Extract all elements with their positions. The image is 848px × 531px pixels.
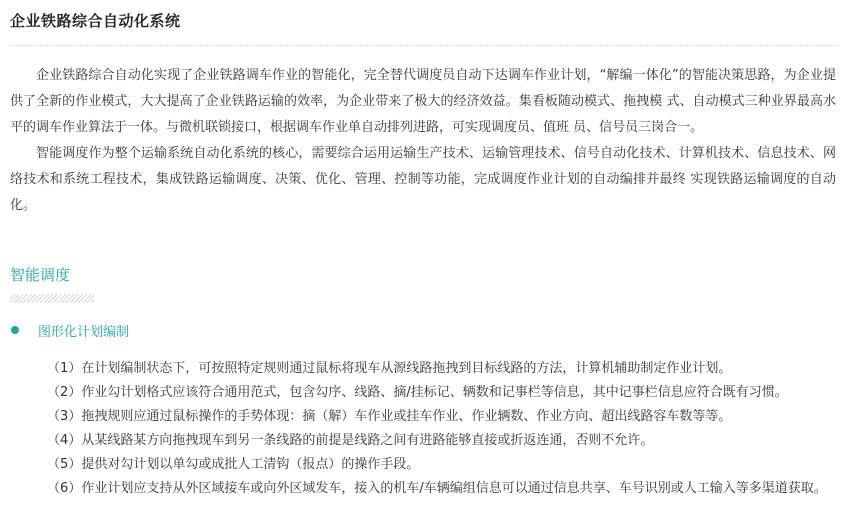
title-divider bbox=[10, 45, 838, 46]
section-heading: 智能调度 bbox=[10, 266, 71, 284]
subsection-title bbox=[10, 320, 129, 340]
heading-underline-decoration bbox=[10, 294, 94, 303]
list-item: （3）拖拽规则应通过鼠标操作的手势体现：摘（解）车作业或挂车作业、作业辆数、作业方向、超出线路容车数等等。 bbox=[47, 409, 732, 424]
intro-paragraph: 企业铁路综合自动化实现了企业铁路调车作业的智能化，完全替代调度员自动下达调车作业计划，“解编一体化”的智能决策思路，为企业提供了全新的作业模式，大大提高了企业铁路运输的效率，为企业带来了极大的经济效益。集看板随动模式、拖拽模 式、自动模式三种业界最高水平的调车作业算法于一体。与微机联锁接口，根据调车作业单自动排列进路，可实现调度员、值班 员、信号员三岗合一。 bbox=[10, 68, 836, 135]
subsection-label: 图形化计划编制 bbox=[38, 324, 130, 340]
intro-section bbox=[10, 63, 836, 219]
feature-list bbox=[10, 357, 838, 501]
dot-icon bbox=[11, 326, 19, 334]
list-item: （6）作业计划应支持从外区域接车或向外区域发车，接入的机车/车辆编组信息可以通过信息共享、车号识别或人工输入等多渠道获取。 bbox=[47, 481, 827, 496]
intro-paragraph: 智能调度作为整个运输系统自动化系统的核心，需要综合运用运输生产技术、运输管理技术、信号自动化技术、计算机技术、信息技术、网络技术和系统工程技术，集成铁路运输调度、决策、优化、管理、控制等功能，完成调度作业计划的自动编排并最终 实现铁路运输调度的自动化。 bbox=[10, 146, 836, 213]
page-title: 企业铁路综合自动化系统 bbox=[10, 12, 181, 30]
list-item: （5）提供对勾计划以单勾或成批人工清钩（报点）的操作手段。 bbox=[47, 457, 420, 472]
list-item: （4）从某线路某方向拖拽现车到另一条线路的前提是线路之间有进路能够直接或折返连通，否则不允许。 bbox=[47, 433, 654, 448]
list-item: （1）在计划编制状态下，可按照特定规则通过鼠标将现车从源线路拖拽到目标线路的方法，计算机辅助制定作业计划。 bbox=[47, 361, 732, 376]
list-item: （2）作业勾计划格式应该符合通用范式，包含勾序、线路、摘/挂标记、辆数和记事栏等信息，其中记事栏信息应符合既有习惯。 bbox=[47, 385, 788, 400]
